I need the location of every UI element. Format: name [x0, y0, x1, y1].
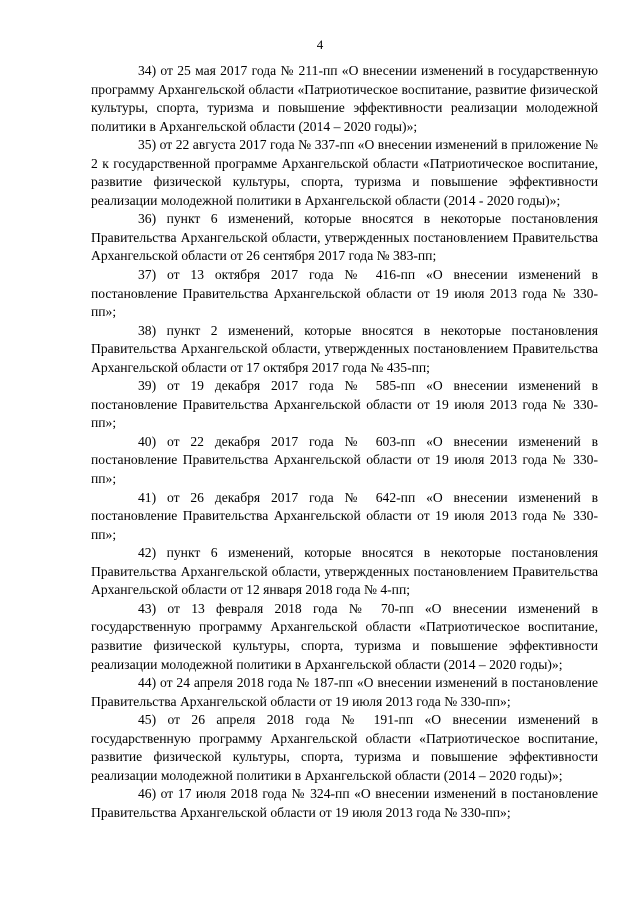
document-body — [91, 62, 598, 822]
list-item-41: 41) от 26 декабря 2017 года № 642-пп «О внесении изменений в постановление Правительства Архангельской области от 19 июля 2013 года № 330-пп»; — [91, 489, 598, 542]
list-item-35: 35) от 22 августа 2017 года № 337-пп «О внесении изменений в приложение № 2 к государственной программе Архангельской области «Патриотическое воспитание, развитие физической культуры, спорта, туризма и повышение эффективности реализации молодежной политики в Архангельской области (2014 - 2020 годы)»; — [91, 137, 598, 208]
list-item-46: 46) от 17 июля 2018 года № 324-пп «О внесении изменений в постановление Правительства Архангельской области от 19 июля 2013 года № 330-пп»; — [91, 786, 598, 820]
list-item-44: 44) от 24 апреля 2018 года № 187-пп «О внесении изменений в постановление Правительства Архангельской области от 19 июля 2013 года № 330-пп»; — [91, 675, 598, 709]
list-item-34: 34) от 25 мая 2017 года № 211-пп «О внесении изменений в государственную программу Архангельской области «Патриотическое воспитание, развитие физической культуры, спорта, туризма и повышение эффективности реализации молодежной политики в Архангельской области (2014 – 2020 годы)»; — [91, 63, 598, 134]
list-item-38: 38) пункт 2 изменений, которые вносятся в некоторые постановления Правительства Архангельской области, утвержденных постановлением Правительства Архангельской области от 17 октября 2017 года № 435-пп; — [91, 322, 598, 375]
list-item-39: 39) от 19 декабря 2017 года № 585-пп «О внесении изменений в постановление Правительства Архангельской области от 19 июля 2013 года № 330-пп»; — [91, 378, 598, 431]
page-number: 4 — [316, 37, 324, 52]
list-item-43: 43) от 13 февраля 2018 года № 70-пп «О внесении изменений в государственную программу Архангельской области «Патриотическое воспитание, развитие физической культуры, спорта, туризма и повышение эффективности реализации молодежной политики в Архангельской области (2014 – 2020 годы)»; — [91, 600, 598, 672]
list-item-42: 42) пункт 6 изменений, которые вносятся в некоторые постановления Правительства Архангельской области, утвержденных постановлением Правительства Архангельской области от 12 января 2018 года № 4-пп; — [91, 545, 598, 598]
list-item-45: 45) от 26 апреля 2018 года № 191-пп «О внесении изменений в государственную программу Архангельской области «Патриотическое воспитание, развитие физической культуры, спорта, туризма и повышение эффективности реализации молодежной политики в Архангельской области (2014 – 2020 годы)»; — [91, 712, 598, 783]
list-item-36: 36) пункт 6 изменений, которые вносятся в некоторые постановления Правительства Архангельской области, утвержденных постановлением Правительства Архангельской области от 26 сентября 2017 года № 383-пп; — [91, 211, 598, 264]
list-item-40: 40) от 22 декабря 2017 года № 603-пп «О внесении изменений в постановление Правительства Архангельской области от 19 июля 2013 года № 330-пп»; — [91, 433, 598, 487]
list-item-37: 37) от 13 октября 2017 года № 416-пп «О внесении изменений в постановление Правительства Архангельской области от 19 июля 2013 года № 330-пп»; — [91, 267, 598, 320]
